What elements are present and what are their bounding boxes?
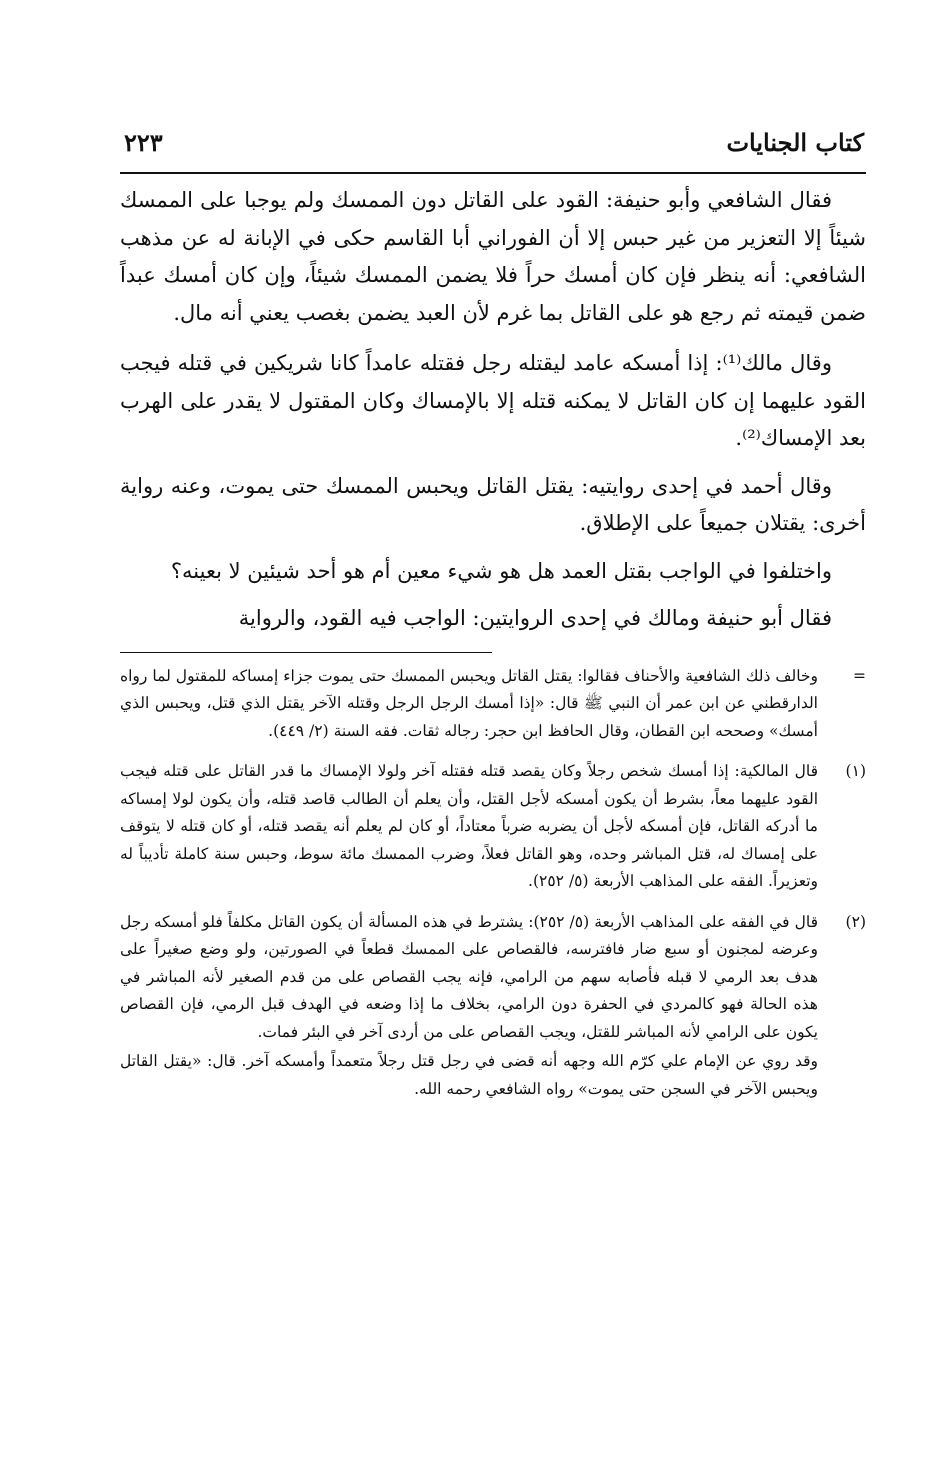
book-page: [120, 120, 866, 1116]
footnote-text: وخالف ذلك الشافعية والأحناف فقالوا: يقتل القاتل ويحبس الممسك حتى يموت جزاء إمساكه للمقتول لما رواه الدارقطني عن ابن عمر أن النبي ﷺ قال: «إذا أمسك الرجل الرجل وقتله الآخر يقتل الذي قتل، ويحبس الذي أمسك» وصححه ابن القطان، وقال الحافظ ابن حجر: رجاله ثقات. فقه السنة (٢/ ٤٤٩).: [120, 666, 818, 740]
footnote-closing-text: وقد روي عن الإمام علي كرّم الله وجهه أنه قضى في رجل قتل رجلاً متعمداً وأمسكه آخر. قال: «يقتل القاتل ويحبس الآخر في السجن حتى يموت» رواه الشافعي رحمه الله.: [120, 1052, 818, 1098]
page-number: ٢٢٣: [124, 128, 163, 157]
footnote-text: قال المالكية: إذا أمسك شخص رجلاً وكان يقصد قتله فقتله آخر ولولا الإمساك ما قدر القاتل على قتله فيجب القود عليهما معاً، بشرط أن يكون أمسكه لأجل القتل، وأن يعلم أن الطالب قاصد قتله، وأن يكون لولا إمساكه ما أدركه القاتل، فإن أمسكه لأجل أن يضربه ضرباً معتاداً، أو كان لم يعلم أنه يقصد قتله، أو كان قتله لا يتوقف على إمساك له، قتل المباشر وحده، وهو القاتل فعلاً، وضرب الممسك مائة سوط، وحبس سنة كاملة تأديباً له وتعزيراً. الفقه على المذاهب الأربعة (٥/ ٢٥٢).: [120, 762, 818, 890]
footnote-2: [120, 909, 866, 1104]
footnotes: [120, 663, 866, 1104]
footnote-marker: (١): [845, 762, 866, 780]
paragraph-ahmad: وقال أحمد في إحدى روايتيه: يقتل القاتل ويحبس الممسك حتى يموت، وعنه رواية أخرى: يقتلان جميعاً على الإطلاق.: [120, 473, 866, 535]
paragraph-disagreement: واختلفوا في الواجب بقتل العمد هل هو شيء معين أم هو أحد شيئين لا بعينه؟: [170, 558, 832, 583]
book-title: كتاب الجنايات: [726, 128, 864, 157]
paragraph-abu-hanifa-malik: فقال أبو حنيفة ومالك في إحدى الروايتين: الواجب فيه القود، والرواية: [238, 606, 832, 630]
paragraph-shafii-abu-hanifa: فقال الشافعي وأبو حنيفة: القود على القاتل دون الممسك ولم يوجبا على الممسك شيئاً إلا التعزير من غير حبس إلا أن الفوراني أبا القاسم حكى في الإبانة له عن مذهب الشافعي: أنه ينظر فإن كان أمسك حراً فلا يضمن الممسك شيئاً، وإن كان أمسك عبداً ضمن قيمته ثم رجع هو على القاتل بما غرم لأن العبد يضمن بغصب يعني أنه مال.: [120, 188, 866, 325]
footnote-marker: =: [853, 666, 866, 685]
footnote-continued: [120, 663, 866, 746]
footnote-separator: [120, 652, 492, 653]
paragraph-malik: وقال مالك⁽¹⁾: إذا أمسكه عامد ليقتله رجل فقتله عامداً كانا شريكين في قتله فيجب القود عليهما إن كان القاتل لا يمكنه قتله إلا بالإمساك وكان المقتول لا يقدر على الهرب بعد الإمساك⁽²⁾.: [120, 351, 866, 450]
footnote-marker: (٢): [845, 912, 866, 931]
footnote-text: قال في الفقه على المذاهب الأربعة (٥/ ٢٥٢): يشترط في هذه المسألة أن يكون القاتل مكلفاً فلو أمسكه رجل وعرضه لمجنون أو سبع ضار فافترسه، فالقصاص على الممسك قطعاً في الصورتين، ولو وضع صغيراً على هدف بعد الرمي لا قبله فأصابه سهم من الرامي، فإنه يجب القصاص على من قدم الصغير لأنه المباشر في هذه الحالة فهو كالمردي في الحفرة دون الرامي، بخلاف ما إذا وضعه في الهدف قبل الرمي، فإن القصاص يكون على الرامي لأنه المباشر للقتل، ويجب القصاص على من أردى آخر في البئر فمات.: [120, 912, 818, 1041]
footnote-1: [120, 758, 866, 896]
running-header: [120, 120, 866, 174]
main-text: [120, 182, 866, 638]
